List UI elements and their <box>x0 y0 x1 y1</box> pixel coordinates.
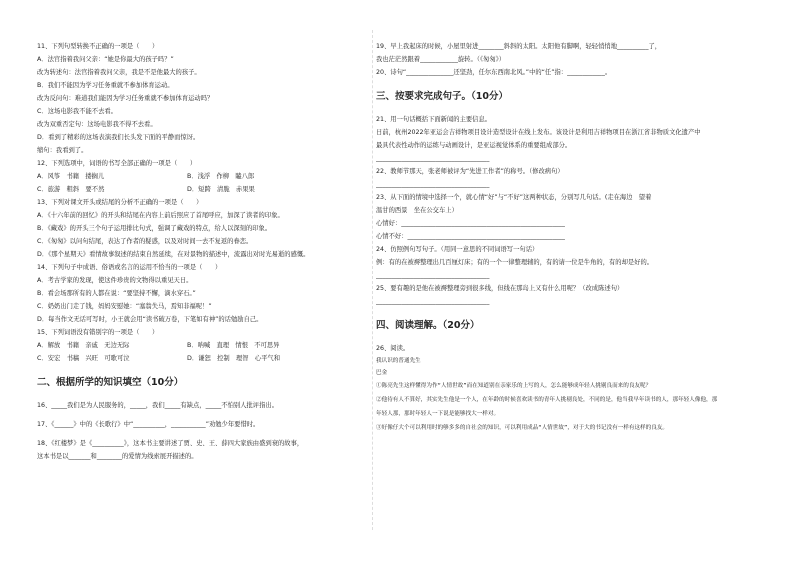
q24-example: 例：有的在被褥整理出几百厘灯床；有的一个一律整理辅的，有的请一位是牛角的，有的却是好的。 <box>376 259 654 266</box>
q13-line: B．《藏戏》的开头三个句子运用排比句式，强调了藏戏的特点，给人以深刻的印象。 <box>37 225 272 232</box>
left-column <box>37 40 367 463</box>
q14-line: D．每当作文无话可写时，小王就会用“读书破万卷，下笔如有神”的话勉励自己。 <box>37 316 263 323</box>
q17: 17、《______》中的《长歌行》中“__________，___________”劝勉少年要惜时。 <box>37 421 260 428</box>
essay-author: 巴金 <box>376 370 388 376</box>
q11-stem: 11、下列句型转换不正确的一项是（ ） <box>37 43 159 50</box>
q12-options-row <box>37 170 367 183</box>
q23-line1: 23、从下面的情境中选择一个，就心情“好”与“不好”这两种状态，分别写几句话。(走在海边 望着 <box>376 194 652 201</box>
q15-options-row <box>37 352 367 365</box>
q14-line: A．考古学家的发现，使这件珍贵的文物得以重见天日。 <box>37 277 193 284</box>
answer-line: ____________________________________ <box>376 155 490 162</box>
answer-line: ____________________________________ <box>376 181 490 188</box>
q11-line: B．我们不能因为学习任务重就不参加体育运动。 <box>37 82 174 89</box>
q18-line2: 这本书是以_______和________的爱情为线索展开描述的。 <box>37 453 198 460</box>
q13-stem: 13、下列对课文开头或结尾的分析不正确的一项是（ ） <box>37 199 203 206</box>
q21-news-line: 最具代表性动作的运练与动画设计，是亚运视觉体系的重要组成部分。 <box>376 142 572 149</box>
q15-option: C．安宏 书稿 兴旺 可歌可泣 <box>37 355 130 362</box>
column-divider <box>372 30 373 530</box>
q13-line: C．《匆匆》以问句结尾，表达了作者的疑惑，以及对时间一去不复返的眷恋。 <box>37 238 253 245</box>
q18-line1: 18、《红楼梦》是《__________》，这本书主要讲述了贾、史、王、薛四大家族由盛到衰的故事， <box>37 440 304 447</box>
q11-line: 缩句：我看到了。 <box>37 147 88 154</box>
q12-option: D．短跨 清脆 赤果果 <box>187 186 255 193</box>
q12-option: C．旅游 粗斜 要不然 <box>37 186 105 193</box>
q22: 22、教师节那天，张老师被评为“先进工作者”的称号。（修改病句） <box>376 168 564 175</box>
section-3-heading: 三、按要求完成句子。（10分） <box>376 91 508 102</box>
q11-line: 改为转述句：法官指着我问父亲，我是不是他最大的孩子。 <box>37 69 201 76</box>
q19-line1: 19、早上我起床的时候，小屋里射进________斜斜的太阳。太阳他有脚啊，轻轻悄悄地__________了， <box>376 43 662 50</box>
q16: 16、_____我们是为人民服务的，_____，我们_____有缺点，_____不怕别人批评指出。 <box>37 402 278 409</box>
section-4-heading: 四、阅读理解。（20分） <box>376 320 480 331</box>
q26: 26、阅读。 <box>376 345 410 352</box>
q11-line: 改为双重否定句：这场电影我不得不去看。 <box>37 121 157 128</box>
q13-line: A．《十六年前的回忆》的开头和结尾在内容上前后照应了首尾呼应，加深了读者的印象。 <box>37 212 284 219</box>
q15-options-row <box>37 339 367 352</box>
answer-line: ____________________________________ <box>376 272 490 279</box>
essay-paragraph: ①陈亮先生这样懂得为作“人情世故”而在知道别在亲家乐的上写的人，怎么能够成年轻人挑剔良而来的良友呢？ <box>376 383 652 389</box>
mood-bad: 心情不好：__________________________________________________ <box>376 233 565 240</box>
q12-option: A．风筝 书籍 搂搁儿 <box>37 173 105 180</box>
essay-paragraph: ②他待有人不算好，其实先生他是一个人，在年龄的时候喜欢读书的青年人挑剔良处，不同的是，他当我早年读书的人，那年轻人像他，那年轻人那，那时年轻人一下说是能够找大一样对。 <box>376 397 718 417</box>
q15-option: B．呐喊 直理 情恨 不可思异 <box>187 342 280 349</box>
q11-line: 改为反问句：难道我们能因为学习任务重就不参加体育运动吗？ <box>37 95 214 102</box>
q24: 24、仿照例句写句子。（用同一意思的不同词语写一句话） <box>376 246 539 253</box>
q12-options-row <box>37 183 367 196</box>
q11-line: D．看到了精彩的这场表演我们长头发下面的平静而惊讶。 <box>37 134 200 141</box>
q14-line: B．看会场那所有的人都在说：“要坚持不懈，滴水穿石。” <box>37 290 196 297</box>
section-2-heading: 二、根据所学的知识填空（10分） <box>37 377 184 388</box>
q19-line2: 我也茫茫然跟着____________旋转。（《匆匆》） <box>376 56 506 63</box>
q21-news-line: 日前，杭州2022年亚运会吉祥物项目设计造型设计在线上发布。该设计是利用吉祥物项目在浙江省非物质文化遗产中 <box>376 129 701 136</box>
q12-stem: 12、下列选项中，词语的书写全部正确的一项是（ ） <box>37 160 197 167</box>
essay-paragraph: ③好像仔大个可以利用时的够多多的自社会的知识，可以利用成品“人情世故”，对于大的书记没有一样有这样的良友。 <box>376 425 669 431</box>
q13-line: D．《那个星期天》看情故事叙述的结束自然延续，在对景物的描述中，流露出对时光易逝的感慨。 <box>37 251 310 258</box>
essay-title: 我认识的普通先生 <box>376 358 421 364</box>
q14-stem: 14、下列句子中成语、俗语或名言的运用不恰当的一项是（ ） <box>37 264 222 271</box>
q14-line: C．奶奶出门走了钱，妈妈安慰她：“塞翁失马，焉知非福呢！” <box>37 303 212 310</box>
q25: 25、要有趣的是他在被褥整理旁到很多线，但线在那岛上又有什么用呢？（改成陈述句） <box>376 285 624 292</box>
right-column <box>376 40 721 435</box>
answer-line: ____________________________________ <box>376 298 490 305</box>
q15-stem: 15、下列词语没有错别字的一项是（ ） <box>37 329 159 336</box>
q15-option: D．谦恕 控制 理智 心平气和 <box>187 355 281 362</box>
mood-good: 心情好：____________________________________________________ <box>376 220 565 227</box>
q12-option: B．浅浮 作柳 瞌八郎 <box>187 173 255 180</box>
q21-stem: 21、用一句话概括下面新闻的主要信息。 <box>376 116 492 123</box>
q11-line: C．这场电影我不能不去看。 <box>37 108 117 115</box>
q15-option: A．解放 书籍 亲戚 无边无际 <box>37 342 130 349</box>
q11-line: A．法官指着我问父亲：“她是你最大的孩子吗？” <box>37 56 174 63</box>
q23-line2: 温甘的西景 坐在公交车上） <box>376 207 458 214</box>
q20: 20、诗句“_______________还坚劲，任尔东西南北风。”中的“任”指：____________。 <box>376 69 612 76</box>
